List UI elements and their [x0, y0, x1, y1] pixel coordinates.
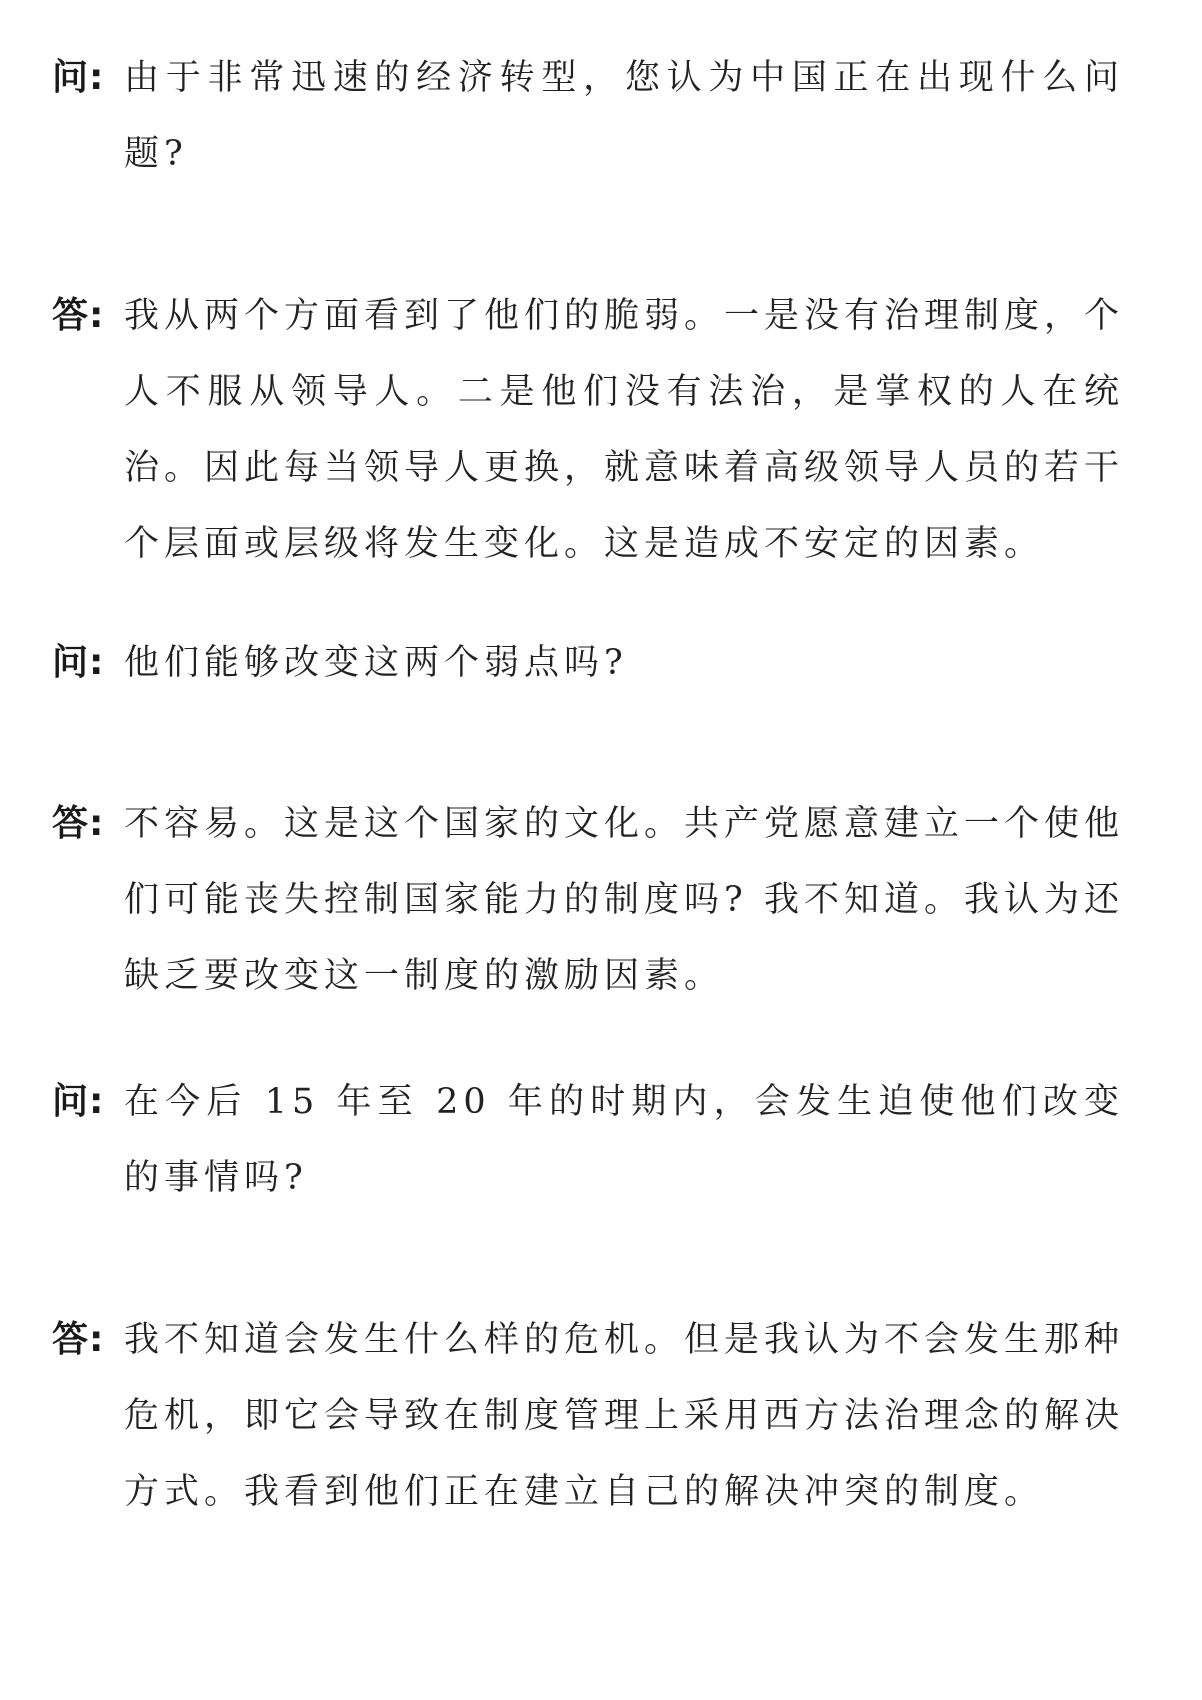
question-label: 问: [52, 1081, 105, 1122]
answer-label: 答: [52, 803, 105, 844]
question-text: 在今后 15 年至 20 年的时期内，会发生迫使他们改变的事情吗? [124, 1082, 1124, 1198]
answer-label: 答: [52, 1319, 105, 1360]
question-text: 他们能够改变这两个弱点吗? [124, 643, 628, 683]
question-label: 问: [52, 57, 105, 98]
answer-text: 我不知道会发生什么样的危机。但是我认为不会发生那种危机，即它会导致在制度管理上采用西方法治理念的解决方式。我看到他们正在建立自己的解决冲突的制度。 [124, 1320, 1125, 1512]
question-block [52, 625, 1112, 701]
answer-text: 我从两个方面看到了他们的脆弱。一是没有治理制度，个人不服从领导人。二是他们没有法治，是掌权的人在统治。因此每当领导人更换，就意味着高级领导人员的若干个层面或层级将发生变化。这是造成不安定的因素。 [124, 296, 1125, 564]
answer-block [52, 278, 1125, 582]
question-text: 由于非常迅速的经济转型，您认为中国正在出现什么问题? [124, 58, 1124, 174]
question-block [52, 40, 1124, 192]
answer-label: 答: [52, 295, 105, 336]
question-block [52, 1064, 1124, 1216]
answer-text: 不容易。这是这个国家的文化。共产党愿意建立一个使他们可能丧失控制国家能力的制度吗? 我不知道。我认为还缺乏要改变这一制度的激励因素。 [124, 804, 1125, 996]
question-label: 问: [52, 642, 105, 683]
answer-block [52, 786, 1125, 1014]
answer-block [52, 1302, 1125, 1530]
